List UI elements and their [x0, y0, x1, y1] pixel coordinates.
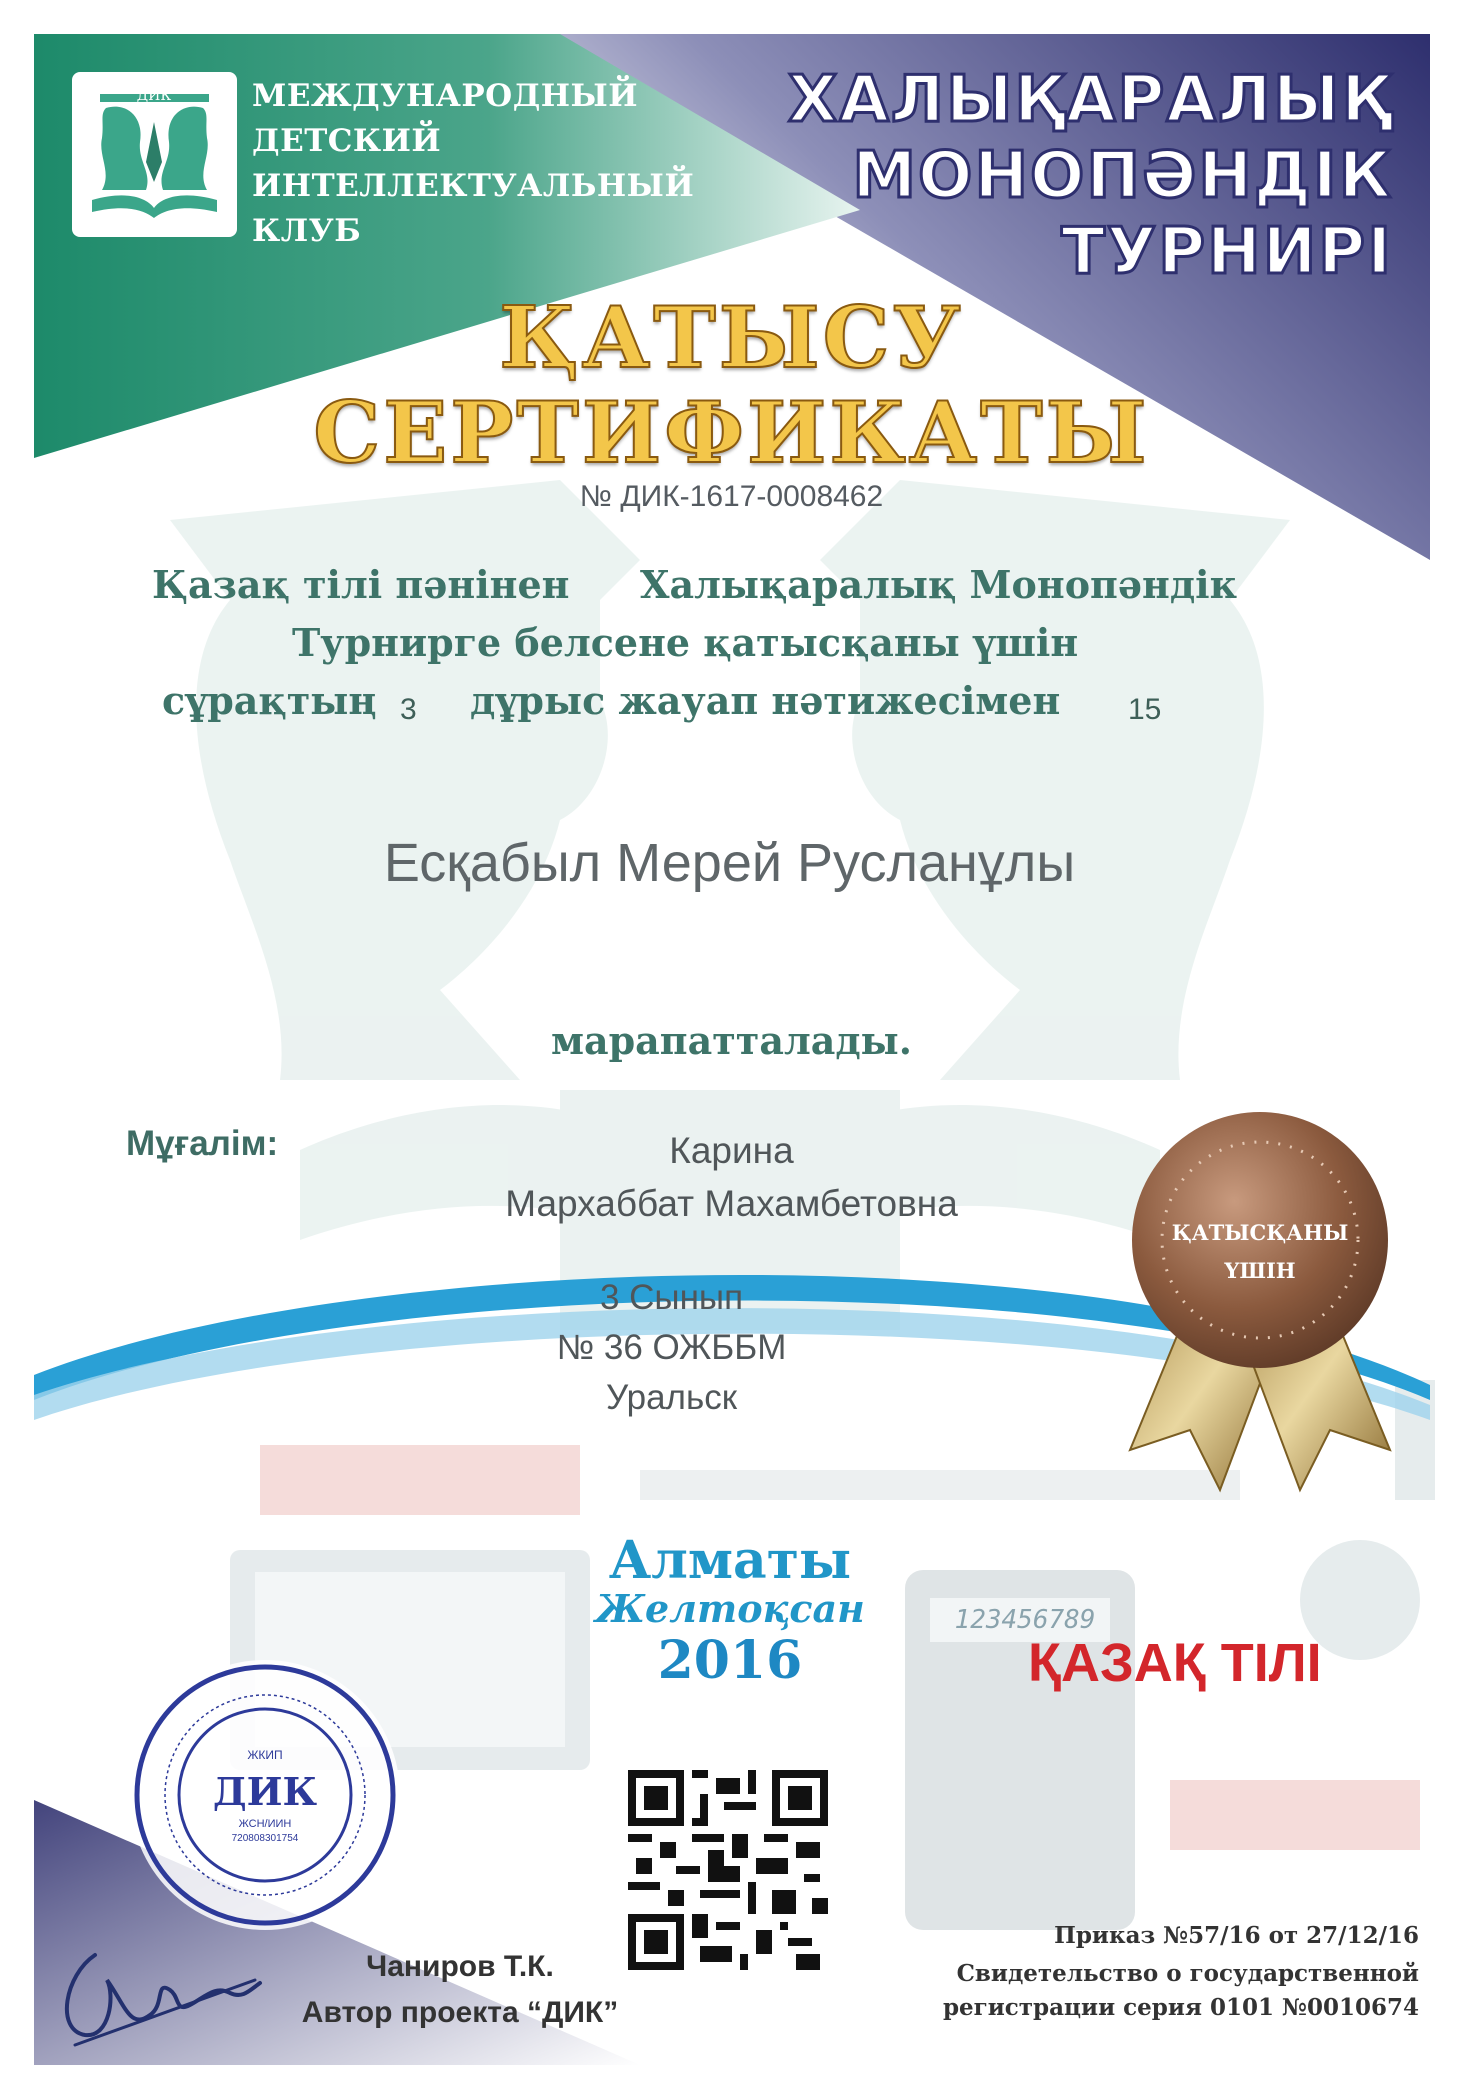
awarded-text: марапатталады.: [550, 1018, 913, 1063]
participation-medal: [1120, 1110, 1400, 1510]
description-line-2: Турнирге белсене қатысқаны үшін: [292, 620, 1079, 665]
tournament-title-line-3: ТУРНИРІ: [1061, 215, 1393, 289]
tournament-title-line-2: МОНОПӘНДІК: [852, 139, 1393, 213]
order-number: Приказ №57/16 от 27/12/16: [1054, 1922, 1419, 1949]
seal-bottom-text: ЖСН/ИИН: [238, 1818, 292, 1830]
tournament-title-line-1: ХАЛЫҚАРАЛЫҚ: [788, 63, 1393, 137]
teacher-first-name: Карина: [669, 1130, 794, 1171]
club-logo: [72, 72, 237, 237]
author-name: Чаниров Т.К.: [366, 1950, 554, 1983]
medal-text-line-1: ҚАТЫСҚАНЫ: [1171, 1220, 1349, 1245]
teacher-full-name: Мархаббат Махамбетовна: [505, 1183, 958, 1224]
club-name: [252, 74, 694, 254]
club-logo-graphic: [72, 72, 237, 237]
description-questions-label: сұрақтың: [162, 678, 377, 723]
school-name: № 36 ОЖББМ: [556, 1328, 787, 1367]
seal-top-text: ЖКИП: [247, 1748, 283, 1762]
official-seal: [125, 1655, 405, 1935]
club-name-line-3: ИНТЕЛЛЕКТУАЛЬНЫЙ: [252, 168, 695, 204]
logo-acronym: ДИК: [136, 88, 172, 104]
event-month: Желтоқсан: [595, 1586, 865, 1631]
seal-code: 720808301754: [231, 1833, 299, 1844]
certificate-title-line-1: ҚАТЫСУ: [499, 288, 964, 387]
student-name: Есқабыл Мерей Русланұлы: [383, 833, 1076, 893]
description-subject: Қазақ тілі пәнінен: [152, 562, 570, 607]
seal-center-text: ДИК: [212, 1769, 318, 1814]
subject-label: ҚАЗАҚ ТІЛІ: [1028, 1633, 1322, 1693]
school-city: Уральск: [605, 1378, 738, 1417]
grade: 3 Сынып: [599, 1278, 744, 1317]
handwritten-signature: [55, 1935, 265, 2055]
qr-code: [628, 1770, 828, 1970]
certificate-number: № ДИК-1617-0008462: [579, 480, 884, 513]
author-role: Автор проекта “ДИК”: [301, 1996, 619, 2029]
teacher-label: Мұғалім:: [126, 1124, 279, 1163]
correct-answers-count: 3: [400, 693, 417, 726]
event-city: Алматы: [608, 1530, 852, 1591]
club-name-line-1: МЕЖДУНАРОДНЫЙ: [252, 78, 639, 114]
tournament-title: [788, 62, 1393, 290]
total-questions-count: 15: [1128, 693, 1162, 726]
description-result-label: дұрыс жауап нәтижесімен: [470, 678, 1061, 723]
club-name-line-4: КЛУБ: [252, 213, 362, 249]
certificate-title-line-2: СЕРТИФИКАТЫ: [313, 383, 1150, 482]
registration-line-2: регистрации серия 0101 №0010674: [942, 1994, 1419, 2021]
medal-text-line-2: ҮШІН: [1224, 1258, 1296, 1283]
registration-line-1: Свидетельство о государственной: [956, 1960, 1419, 1987]
calculator-display: 123456789: [954, 1605, 1096, 1635]
event-year: 2016: [657, 1630, 803, 1691]
club-name-line-2: ДЕТСКИЙ: [252, 123, 442, 159]
description-tournament: Халықаралық Монопәндік: [640, 562, 1238, 607]
